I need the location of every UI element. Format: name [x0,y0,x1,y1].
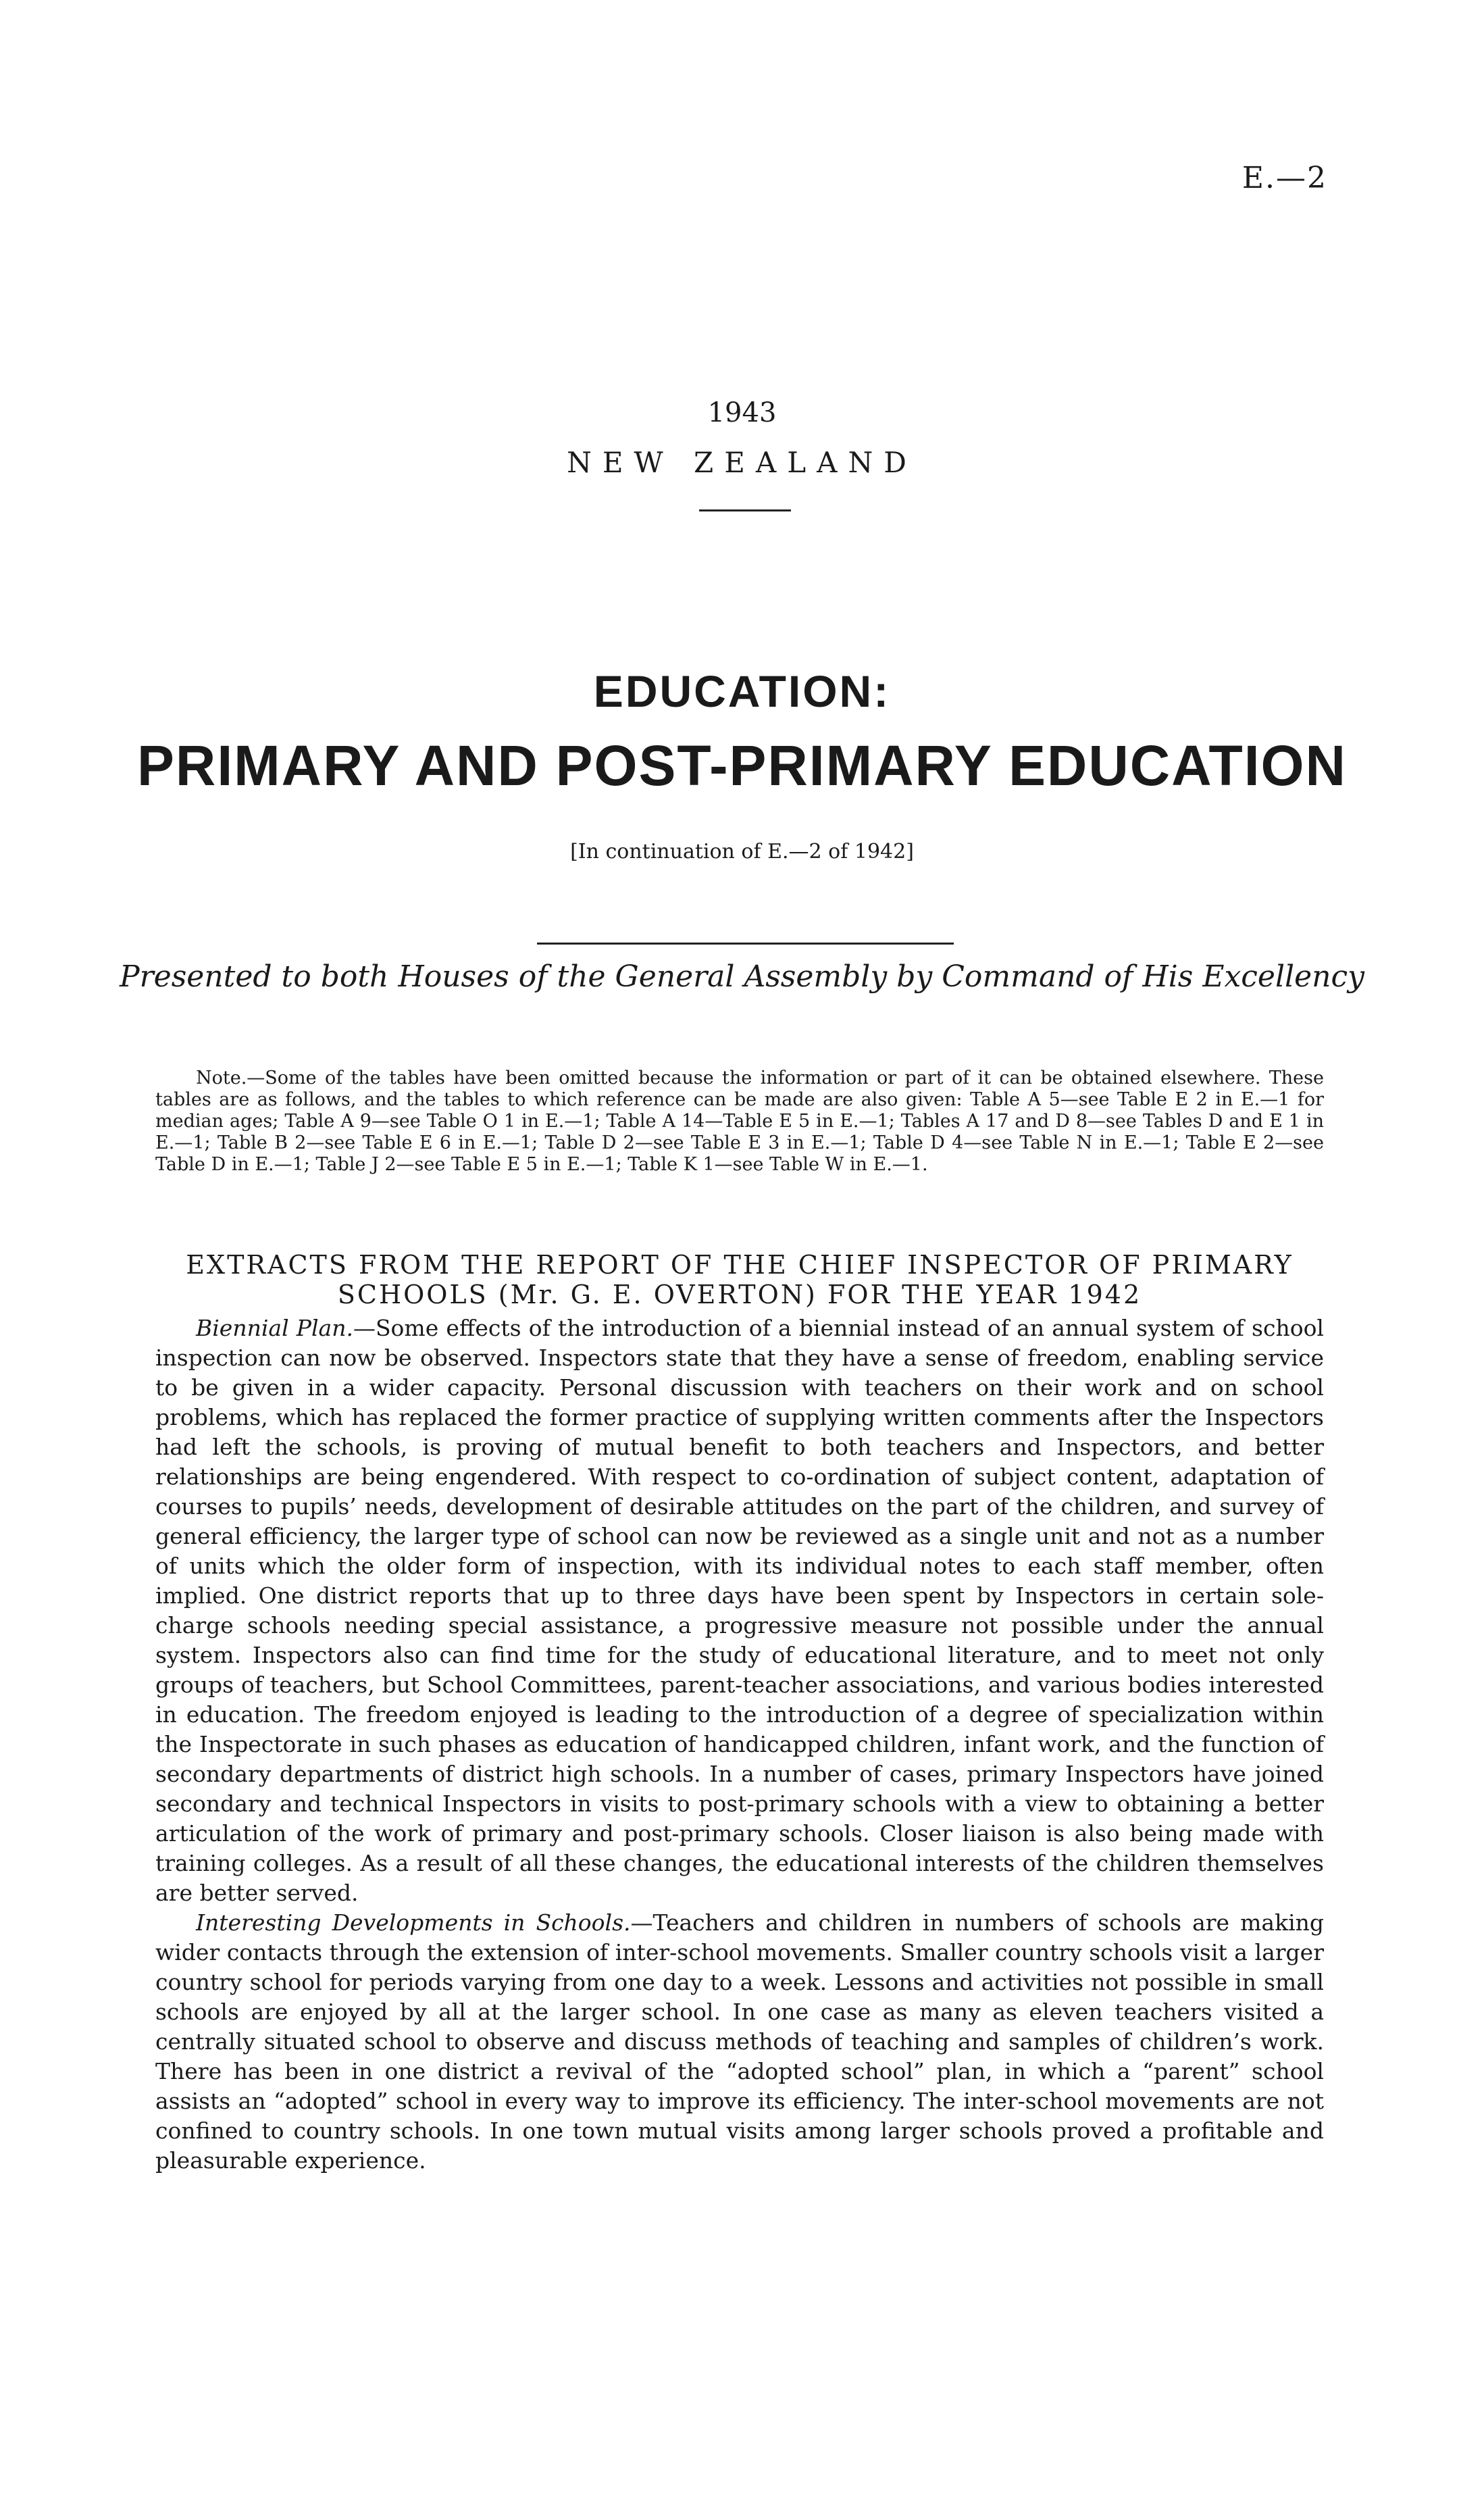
paragraph-biennial-plan [155,1313,1324,1908]
paragraph-lead: Biennial Plan. [196,1315,353,1341]
page-code: E.—2 [1242,161,1327,195]
section-heading-line-2: SCHOOLS (Mr. G. E. OVERTON) FOR THE YEAR 1942 [337,1280,1142,1309]
country-name: NEW ZEALAND [567,446,917,479]
section-heading-line-1: EXTRACTS FROM THE REPORT OF THE CHIEF INSPECTOR OF PRIMARY [186,1250,1294,1280]
presented-line: Presented to both Houses of the General Assembly by Command of His Excellency [120,959,1364,994]
document-title: PRIMARY AND POST-PRIMARY EDUCATION [137,734,1347,797]
publication-year: 1943 [707,397,777,428]
divider-short [699,509,791,511]
subject-heading: EDUCATION: [593,666,891,716]
paragraph-text: —Teachers and children in numbers of schools are making wider contacts through the extension of inter-school movements. Smaller country schools visit a larger country school for periods varying from one day to a week. Lessons and activities not possible in small schools are enjoyed by all at the larger school. In one case as many as eleven teachers visited a centrally situated school to observe and discuss methods of teaching and samples of children’s work. There has been in one district a revival of the “adopted school” plan, in which a “parent” school assists an “adopted” school in every way to improve its efficiency. The inter-school movements are not confined to country schools. In one town mutual visits among larger schools proved a profitable and pleasurable experience. [155,1909,1324,2174]
section-heading [155,1250,1324,1309]
paragraph-text: —Some effects of the introduction of a biennial instead of an annual system of school inspection can now be observed. Inspectors state that they have a sense of freedom, enabling service to be given in a wider capacity. Personal discussion with teachers on their work and on school problems, which has replaced the former practice of supplying written comments after the Inspectors had left the schools, is proving of mutual benefit to both teachers and Inspectors, and better relationships are being engendered. With respect to co-ordination of subject content, adaptation of courses to pupils’ needs, development of desirable attitudes on the part of the children, and survey of general efficiency, the larger type of school can now be reviewed as a single unit and not as a number of units which the older form of inspection, with its individual notes to each staff member, often implied. One district reports that up to three days have been spent by Inspectors in certain sole-charge schools needing special assistance, a progressive measure not possible under the annual system. Inspectors also can find time for the study of educational literature, and to meet not only groups of teachers, but School Committees, parent-teacher associations, and various bodies interested in education. The freedom enjoyed is leading to the introduction of a degree of specialization within the Inspectorate in such phases as education of handicapped children, infant work, and the function of secondary departments of district high schools. In a number of cases, primary Inspectors have joined secondary and technical Inspectors in visits to post-primary schools with a view to obtaining a better articulation of the work of primary and post-primary schools. Closer liaison is also being made with training colleges. As a result of all these changes, the educational interests of the children themselves are better served. [155,1315,1324,1906]
continuation-note: [In continuation of E.—2 of 1942] [570,840,914,863]
paragraph-lead: Interesting Developments in Schools. [196,1909,631,1936]
paragraph-interesting-developments [155,1908,1324,2176]
tables-note: Note.—Some of the tables have been omitted because the information or part of it can be obtained elsewhere. These tables are as follows, and the tables to which reference can be made are also given: Table A 5—see Table E 2 in E.—1 for median ages; Table A 9—see Table O 1 in E.—1; Table A 14—Table E 5 in E.—1; Tables A 17 and D 8—see Tables D and E 1 in E.—1; Table B 2—see Table E 6 in E.—1; Table D 2—see Table E 3 in E.—1; Table D 4—see Table N in E.—1; Table E 2—see Table D in E.—1; Table J 2—see Table E 5 in E.—1; Table K 1—see Table W in E.—1. [155,1068,1324,1175]
report-body [155,1313,1324,2176]
divider-long [537,943,954,945]
